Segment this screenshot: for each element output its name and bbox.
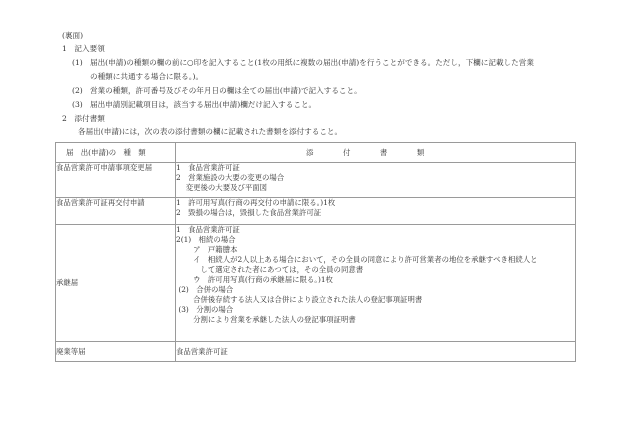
- row-type-label: 承継届: [56, 278, 79, 287]
- header-notification-type: [56, 143, 176, 163]
- header-attachments: [176, 143, 576, 163]
- section-1-title: 1 記入要領: [62, 44, 105, 53]
- doc-line: 変更後の大要及び平面図: [176, 183, 268, 192]
- row-type-label: 食品営業許可証再交付申請: [56, 198, 145, 207]
- doc-line: 2 毀損の場合は，毀損した食品営業許可証: [176, 208, 322, 217]
- instruction-3-number: (3): [72, 100, 83, 109]
- row-docs-cell: [176, 225, 576, 342]
- table-row: [56, 163, 576, 198]
- instruction-3-line-1: 届出申請別記載項目は，該当する届出(申請)欄だけ記入すること。: [90, 100, 317, 109]
- instruction-2-line-1: 営業の種類，許可番号及びその年月日の欄は全ての届出(申請)で記入すること。: [90, 86, 362, 95]
- instruction-1-line-1: 届出(申請)の種類の欄の前に○印を記入すること(1枚の用紙に複数の届出(申請)を行うことができる。ただし，下欄に記載した営業: [90, 58, 534, 67]
- doc-line: 2(1) 相続の場合: [176, 235, 236, 244]
- row-docs-cell: [176, 342, 576, 362]
- table-row: [56, 225, 576, 342]
- instruction-2-number: (2): [72, 86, 83, 95]
- row-type-cell: [56, 225, 176, 342]
- doc-line: 1 許可用写真(行商の再交付の申請に限る。)1枚: [176, 198, 336, 207]
- page-side-label: (裏面): [62, 31, 84, 40]
- row-docs-cell: [176, 163, 576, 198]
- header-notification-type-label: 届 出(申請)の 種 類: [66, 148, 146, 157]
- row-type-cell: [56, 342, 176, 362]
- doc-line: 2 営業施設の大要の変更の場合: [176, 173, 285, 182]
- doc-line: イ 相続人が2人以上ある場合において，その全員の同意により許可営業者の地位を承継すべき相続人と: [176, 255, 538, 264]
- instruction-1-number: (1): [72, 58, 83, 67]
- row-type-cell: [56, 198, 176, 225]
- doc-line: 1 食品営業許可証: [176, 163, 240, 172]
- table-header-row: [56, 143, 576, 163]
- table-row: [56, 198, 576, 225]
- doc-line: して選定された者にあつては，その全員の同意書: [176, 265, 364, 274]
- section-2-title: 2 添付書類: [62, 114, 105, 123]
- row-type-label: 食品営業許可申請事項変更届: [56, 163, 153, 172]
- doc-line: ア 戸籍謄本: [176, 245, 238, 254]
- doc-line: 食品営業許可証: [176, 346, 228, 356]
- doc-line: (2) 合併の場合: [176, 285, 234, 294]
- section-2-intro: 各届出(申請)には，次の表の添付書類の欄に記載された書類を添付すること。: [78, 127, 343, 136]
- row-docs-cell: [176, 198, 576, 225]
- doc-line: 合併後存続する法人又は合併により設立された法人の登記事項証明書: [176, 295, 423, 304]
- row-type-cell: [56, 163, 176, 198]
- doc-line: 1 食品営業許可証: [176, 225, 240, 234]
- doc-line: ウ 許可用写真(行商の承継届に限る。)1枚: [176, 275, 333, 284]
- doc-line: 分割により営業を承継した法人の登記事項証明書: [176, 315, 356, 324]
- attachments-table: [55, 142, 576, 362]
- instruction-1-line-2: の種類に共通する場合に限る。)。: [90, 72, 204, 81]
- header-attachments-label: 添 付 書 類: [306, 148, 425, 157]
- doc-line: (3) 分割の場合: [176, 305, 234, 314]
- table-row: [56, 342, 576, 362]
- row-type-label: 廃業等届: [56, 346, 86, 356]
